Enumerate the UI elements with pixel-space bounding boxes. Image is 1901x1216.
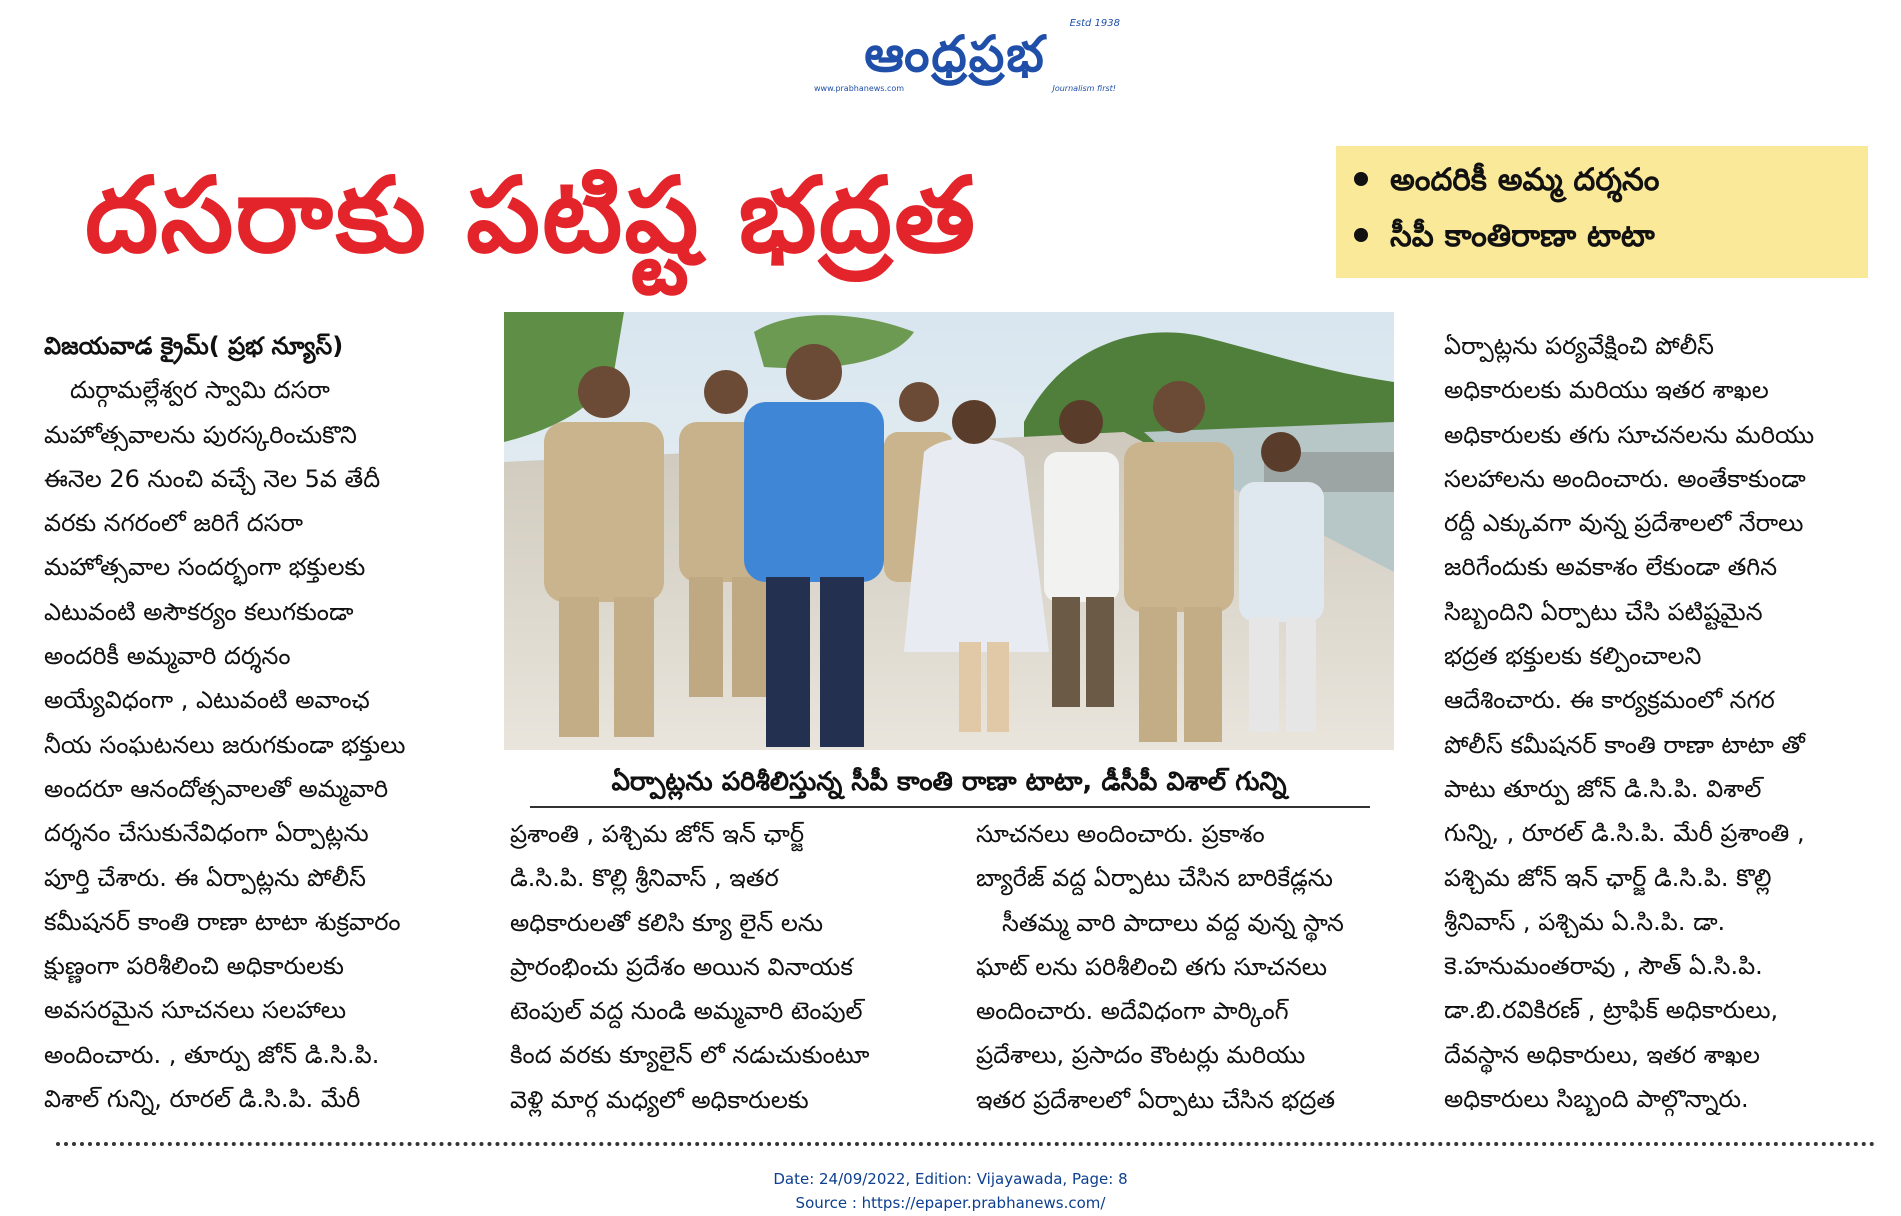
- article-line: సలహాలను అందించారు. అంతేకాకుండా: [1444, 464, 1806, 493]
- highlights-box: [1336, 146, 1868, 278]
- article-line: పోలీస్ కమీషనర్ కాంతి రాణా టాటా తో: [1444, 730, 1805, 759]
- article-line: వెళ్లి మార్గ మధ్యలో అధికారులకు: [510, 1085, 809, 1114]
- article-line: గున్ని, , రూరల్ డి.సి.పి. మేరీ ప్రశాంతి ,: [1444, 819, 1805, 848]
- article-column-2: [510, 812, 950, 1122]
- article-column-4: [1444, 324, 1884, 1121]
- article-line: ప్రదేశాలు, ప్రసాదం కౌంటర్లు మరియు: [976, 1041, 1306, 1070]
- news-photo-image: [504, 312, 1394, 750]
- article-line: దర్శనం చేసుకునేవిధంగా ఏర్పాట్లను: [44, 819, 369, 848]
- article-line: డి.సి.పి. కొల్లి శ్రీనివాస్ , ఇతర: [510, 864, 779, 893]
- masthead: [800, 18, 1120, 98]
- article-column-3: [976, 812, 1416, 1122]
- article-line: అందరికీ అమ్మవారి దర్శనం: [44, 642, 291, 671]
- article-line: కమీషనర్ కాంతి రాణా టాటా శుక్రవారం: [44, 907, 401, 936]
- article-line: ఏర్పాట్లను పర్యవేక్షించి పోలీస్: [1444, 332, 1715, 360]
- footer-source-line: Source : https://epaper.prabhanews.com/: [795, 1194, 1106, 1212]
- article-line: డా.బి.రవికిరణ్ , ట్రాఫిక్ అధికారులు,: [1444, 996, 1779, 1025]
- article-line: ప్రారంభించు ప్రదేశం అయిన వినాయక: [510, 952, 853, 981]
- article-line: అందించారు. అదేవిధంగా పార్కింగ్: [976, 997, 1289, 1026]
- article-line: బ్యారేజ్ వద్ద ఏర్పాటు చేసిన బారికేడ్లను: [976, 864, 1333, 893]
- article-line: అయ్యేవిధంగా , ఎటువంటి అవాంఛ: [44, 686, 370, 715]
- article-line: అధికారులు సిబ్బంది పాల్గొన్నారు.: [1444, 1085, 1749, 1114]
- article-line: దేవస్థాన అధికారులు, ఇతర శాఖల: [1444, 1040, 1760, 1069]
- photo-caption: ఏర్పాట్లను పరిశీలిస్తున్న సీపీ కాంతి రాణా టాటా, డీసీపీ విశాల్ గున్ని: [611, 767, 1287, 797]
- article-line: దుర్గామల్లేశ్వర స్వామి దసరా: [70, 376, 330, 405]
- article-line: విశాల్ గున్ని, రూరల్ డి.సి.పి. మేరీ: [44, 1085, 361, 1114]
- article-line: మహోత్సవాలను పురస్కరించుకొని: [44, 420, 357, 449]
- article-line: సూచనలు అందించారు. ప్రకాశం: [976, 820, 1265, 848]
- newspaper-logo: ఆంధ్రప్రభ: [864, 25, 1046, 83]
- article-line: మహోత్సవాల సందర్భంగా భక్తులకు: [44, 553, 366, 582]
- highlight-text: అందరికీ అమ్మ దర్శనం: [1390, 162, 1660, 198]
- article-line: పూర్తి చేశారు. ఈ ఏర్పాట్లను పోలీస్: [44, 863, 366, 892]
- bullet-icon: [1354, 172, 1368, 186]
- article-line: అవసరమైన సూచనలు సలహాలు: [44, 996, 347, 1025]
- article-line: టెంపుల్ వద్ద నుండి అమ్మవారి టెంపుల్: [510, 997, 863, 1026]
- article-line: క్షుణ్ణంగా పరిశీలించి అధికారులకు: [44, 952, 344, 981]
- article-line: అందించారు. , తూర్పు జోన్ డి.సి.పి.: [44, 1040, 380, 1069]
- article-line: సిబ్బందిని ఏర్పాటు చేసి పటిష్టమైన: [1444, 597, 1763, 626]
- logo-tagline: Journalism first!: [1052, 84, 1116, 93]
- footer-date-line: Date: 24/09/2022, Edition: Vijayawada, Page: 8: [773, 1170, 1128, 1188]
- article-line: రద్దీ ఎక్కువగా వున్న ప్రదేశాలలో నేరాలు: [1444, 509, 1804, 538]
- article-line: కింద వరకు క్యూలైన్ లో నడుచుకుంటూ: [510, 1041, 870, 1070]
- article-line: సీతమ్మ వారి పాదాలు వద్ద వున్న స్థాన: [1002, 908, 1344, 937]
- article-line: వరకు నగరంలో జరిగే దసరా: [44, 509, 303, 538]
- highlight-item: [1354, 218, 1655, 261]
- article-line: ఆదేశించారు. ఈ కార్యక్రమంలో నగర: [1444, 686, 1775, 715]
- bullet-icon: [1354, 228, 1368, 242]
- article-line: అందరూ ఆనందోత్సవాలతో అమ్మవారి: [44, 774, 389, 803]
- article-line: ఈనెల 26 నుంచి వచ్చే నెల 5వ తేదీ: [44, 464, 381, 493]
- news-photo: [504, 312, 1394, 750]
- article-line: ఎటువంటి అసౌకర్యం కలుగకుండా: [44, 597, 354, 626]
- article-line: ప్రశాంతి , పశ్చిమ జోన్ ఇన్ ఛార్జ్: [510, 820, 805, 848]
- headline: దసరాకు పటిష్ట భద్రత: [85, 154, 978, 276]
- article-line: పాటు తూర్పు జోన్ డి.సి.పి. విశాల్: [1444, 774, 1762, 803]
- article-line: అధికారులతో కలిసి క్యూ లైన్ లను: [510, 908, 823, 937]
- article-line: శ్రీనివాస్ , పశ్చిమ ఏ.సి.పి. డా.: [1444, 907, 1726, 936]
- highlight-text: సీపీ కాంతిరాణా టాటా: [1390, 218, 1655, 254]
- article-line: ఇతర ప్రదేశాలలో ఏర్పాటు చేసిన భద్రత: [976, 1085, 1336, 1114]
- logo-website: www.prabhanews.com: [814, 84, 905, 93]
- article-line: భద్రత భక్తులకు కల్పించాలని: [1444, 642, 1702, 671]
- dateline: విజయవాడ క్రైమ్( ప్రభ న్యూస్): [44, 332, 344, 360]
- footer-divider: [56, 1142, 1876, 1146]
- article-line: నీయ సంఘటనలు జరుగకుండా భక్తులు: [44, 730, 406, 759]
- highlight-item: [1354, 162, 1659, 205]
- article-column-1: [44, 324, 474, 1121]
- article-line: జరిగేందుకు అవకాశం లేకుండా తగిన: [1444, 553, 1778, 582]
- logo-established-year: Estd 1938: [1069, 18, 1120, 29]
- article-line: కె.హనుమంతరావు , సౌత్ ఏ.సి.పి.: [1444, 952, 1763, 981]
- caption-divider: [530, 806, 1370, 808]
- article-line: పశ్చిమ జోన్ ఇన్ ఛార్జ్ డి.సి.పి. కొల్లి: [1444, 863, 1772, 892]
- article-line: ఘాట్ లను పరిశీలించి తగు సూచనలు: [976, 952, 1328, 981]
- article-line: అధికారులకు తగు సూచనలను మరియు: [1444, 420, 1815, 449]
- article-line: అధికారులకు మరియు ఇతర శాఖల: [1444, 376, 1769, 405]
